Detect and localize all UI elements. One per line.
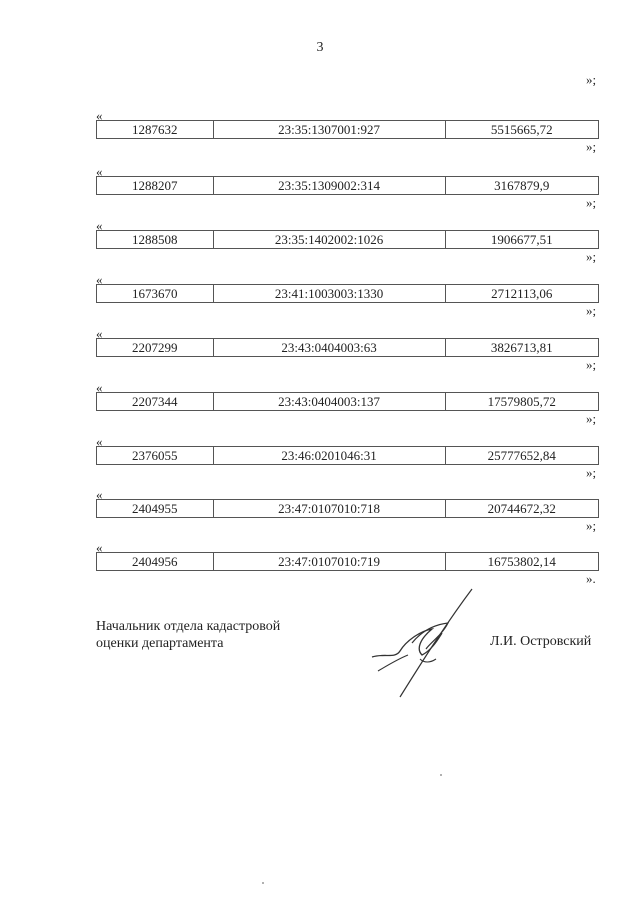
- signatory-name: Л.И. Островский: [490, 634, 592, 649]
- table-row: [96, 499, 599, 518]
- cadastral-number-cell: 23:35:1309002:314: [214, 177, 446, 194]
- closing-quote: »;: [586, 411, 597, 426]
- cadastral-value-cell: 2712113,06: [491, 285, 553, 301]
- object-id-cell: 2207299: [97, 339, 214, 356]
- opening-quote: «: [96, 272, 103, 287]
- object-id-cell: 1288207: [97, 177, 214, 194]
- table-row: [96, 552, 599, 571]
- opening-quote: «: [96, 380, 103, 395]
- object-id-cell: 2207344: [97, 393, 214, 410]
- closing-quote: »;: [586, 357, 597, 372]
- cadastral-number-cell: 23:46:0201046:31: [214, 447, 446, 464]
- table-row: [96, 120, 599, 139]
- entry-row: [0, 108, 640, 164]
- object-id-cell: 2376055: [97, 447, 214, 464]
- object-id-cell: 2404956: [97, 553, 214, 570]
- closing-quote: »;: [586, 139, 597, 154]
- entry-row: [0, 434, 640, 490]
- cadastral-number-cell: 23:47:0107010:718: [214, 500, 446, 517]
- handwritten-signature: [360, 585, 490, 700]
- cadastral-value-cell: 3826713,81: [490, 339, 553, 355]
- closing-quote: »;: [586, 195, 597, 210]
- closing-quote: »;: [586, 249, 597, 264]
- closing-quote: ».: [586, 571, 596, 586]
- table-row: [96, 230, 599, 249]
- entry-row: [0, 272, 640, 328]
- cadastral-value-cell: 20744672,32: [487, 500, 556, 516]
- cadastral-value-cell: 16753802,14: [487, 553, 556, 569]
- opening-quote: «: [96, 487, 103, 502]
- object-id-cell: 1288508: [97, 231, 214, 248]
- entry-row: [0, 540, 640, 596]
- entry-row: [0, 380, 640, 436]
- signatory-position-line-1: Начальник отдела кадастровой: [96, 619, 281, 634]
- entry-row: [0, 487, 640, 543]
- cadastral-value-cell: 1906677,51: [490, 231, 553, 247]
- page-number: 3: [316, 40, 324, 55]
- table-row: [96, 446, 599, 465]
- object-id-cell: 1673670: [97, 285, 214, 302]
- opening-quote: «: [96, 540, 103, 555]
- cadastral-number-cell: 23:43:0404003:137: [214, 393, 446, 410]
- object-id-cell: 1287632: [97, 121, 214, 138]
- cadastral-value-cell: 3167879,9: [494, 177, 550, 193]
- signatory-position-line-2: оценки департамента: [96, 636, 224, 651]
- cadastral-value-cell: 5515665,72: [490, 121, 553, 137]
- table-row: [96, 176, 599, 195]
- closing-quote: »;: [586, 518, 597, 533]
- entry-row: [0, 164, 640, 220]
- entry-row: [0, 326, 640, 382]
- closing-quote-top: »;: [586, 72, 597, 87]
- table-row: [96, 392, 599, 411]
- scan-speck: [262, 882, 264, 884]
- opening-quote: «: [96, 108, 103, 123]
- closing-quote: »;: [586, 465, 597, 480]
- closing-quote: »;: [586, 303, 597, 318]
- table-row: [96, 284, 599, 303]
- table-row: [96, 338, 599, 357]
- entry-row: [0, 218, 640, 274]
- signatory-position: [96, 618, 336, 652]
- opening-quote: «: [96, 434, 103, 449]
- opening-quote: «: [96, 326, 103, 341]
- cadastral-number-cell: 23:43:0404003:63: [214, 339, 446, 356]
- cadastral-number-cell: 23:35:1402002:1026: [214, 231, 446, 248]
- cadastral-value-cell: 17579805,72: [487, 393, 556, 409]
- cadastral-number-cell: 23:35:1307001:927: [214, 121, 446, 138]
- scan-speck: [440, 774, 442, 776]
- cadastral-value-cell: 25777652,84: [487, 447, 556, 463]
- object-id-cell: 2404955: [97, 500, 214, 517]
- cadastral-number-cell: 23:41:1003003:1330: [214, 285, 446, 302]
- opening-quote: «: [96, 164, 103, 179]
- cadastral-number-cell: 23:47:0107010:719: [214, 553, 446, 570]
- opening-quote: «: [96, 218, 103, 233]
